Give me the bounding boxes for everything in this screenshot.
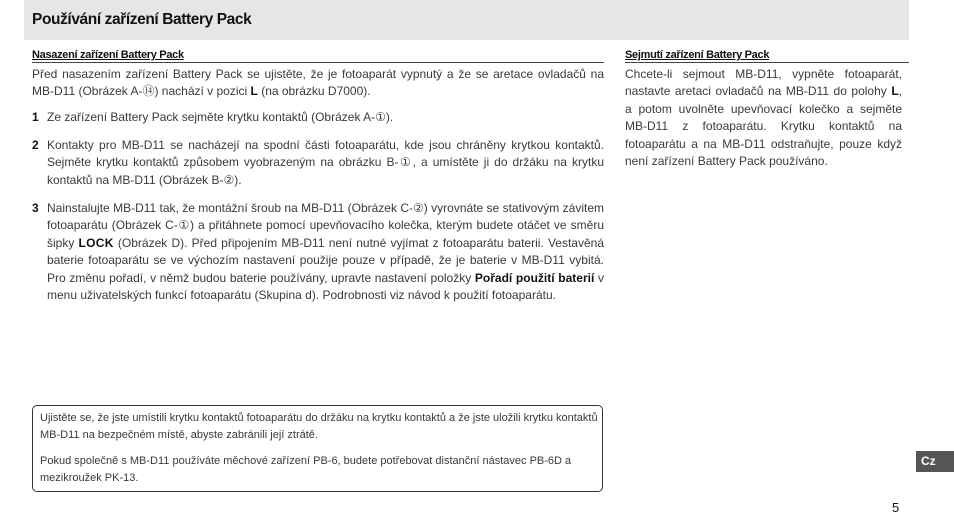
- step-text-part: Nainstalujte MB-D11 tak, že montážní šroub na MB-D11 (Obrázek C-②) vyrovnáte se stativovým závitem fotoaparátu (Obrázek C-①) a přitáhnete pomocí upevňovacího kolečka, kterým budete otáčet ve směru šipky: [47, 201, 608, 250]
- lock-position-symbol: L: [250, 84, 258, 99]
- page-title: Používání zařízení Battery Pack: [32, 11, 252, 28]
- remove-paragraph: [625, 66, 902, 170]
- step-text: Kontakty pro MB-D11 se nacházejí na spodní části fotoaparátu, kde jsou chráněny krytkou kontaktů. Sejměte krytku kontaktů způsobem vyobrazeným na obrázku B-①, a umístěte ji do držáku na krytku kontaktů na MB-D11 (Obrázek B-②).: [47, 138, 604, 187]
- step-number: 3: [32, 201, 39, 215]
- lock-position-symbol: L: [891, 84, 899, 99]
- page-number: 5: [892, 500, 900, 515]
- remove-text-end: , a potom uvolněte upevňovací kolečko a sejměte MB-D11 z fotoaparátu. Krytku kontaktů na fotoaparátu a na MB-D11 odstraňujte, pouze když není zařízení Battery Pack používáno.: [625, 84, 902, 169]
- step-text-part: (Obrázek D). Před připojením MB-D11 není nutné vyjímat z fotoaparátu baterii. Vestavěná baterie fotoaparátu se ve výchozím nastavení použije pouze v případě, že je baterie v MB-D11 vybitá. Pro změnu pořadí, v němž budou baterie používány, upravte nastavení položky: [47, 235, 608, 285]
- note-box: [32, 405, 603, 492]
- step-text: [47, 200, 608, 304]
- intro-text-end: (na obrázku D7000).: [257, 84, 371, 99]
- step-text: Ze zařízení Battery Pack sejměte krytku kontaktů (Obrázek A-①).: [47, 110, 394, 124]
- step-text-part: v menu uživatelských funkcí fotoaparátu (Skupina d). Podrobnosti viz návod k použití fotoaparátu.: [47, 270, 608, 303]
- section-heading-remove: Sejmutí zařízení Battery Pack: [625, 49, 770, 61]
- step-number: 2: [32, 138, 39, 152]
- header-bar: [24, 0, 909, 40]
- section-rule-right: [625, 62, 909, 63]
- note-paragraph-2: Pokud společně s MB-D11 používáte měchové zařízení PB-6, budete potřebovat distanční nástavec PB-6D a mezikroužek PK-13.: [40, 455, 572, 484]
- note-paragraph-1: Ujistěte se, že jste umístili krytku kontaktů fotoaparátu do držáku na krytku kontaktů a že jste uložili krytku kontaktů MB-D11 na bezpečném místě, abyste zabránili její ztrátě.: [40, 412, 598, 441]
- intro-paragraph: [32, 66, 604, 101]
- section-heading-attach: Nasazení zařízení Battery Pack: [32, 49, 184, 61]
- intro-text: Před nasazením zařízení Battery Pack se ujistěte, že je fotoaparát vypnutý a že se aretace ovladačů na MB-D11 (Obrázek A-⑭) nachází v pozici: [32, 67, 604, 99]
- lock-arrow-label: LOCK: [78, 235, 114, 250]
- section-rule-left: [32, 62, 604, 63]
- language-tab: Cz: [916, 451, 954, 472]
- step-number: 1: [32, 110, 39, 124]
- remove-text: Chcete-li sejmout MB-D11, vypněte fotoaparát, nastavte aretaci ovladačů na MB-D11 do polohy: [625, 67, 902, 99]
- menu-item-name: Pořadí použití baterií: [474, 270, 595, 285]
